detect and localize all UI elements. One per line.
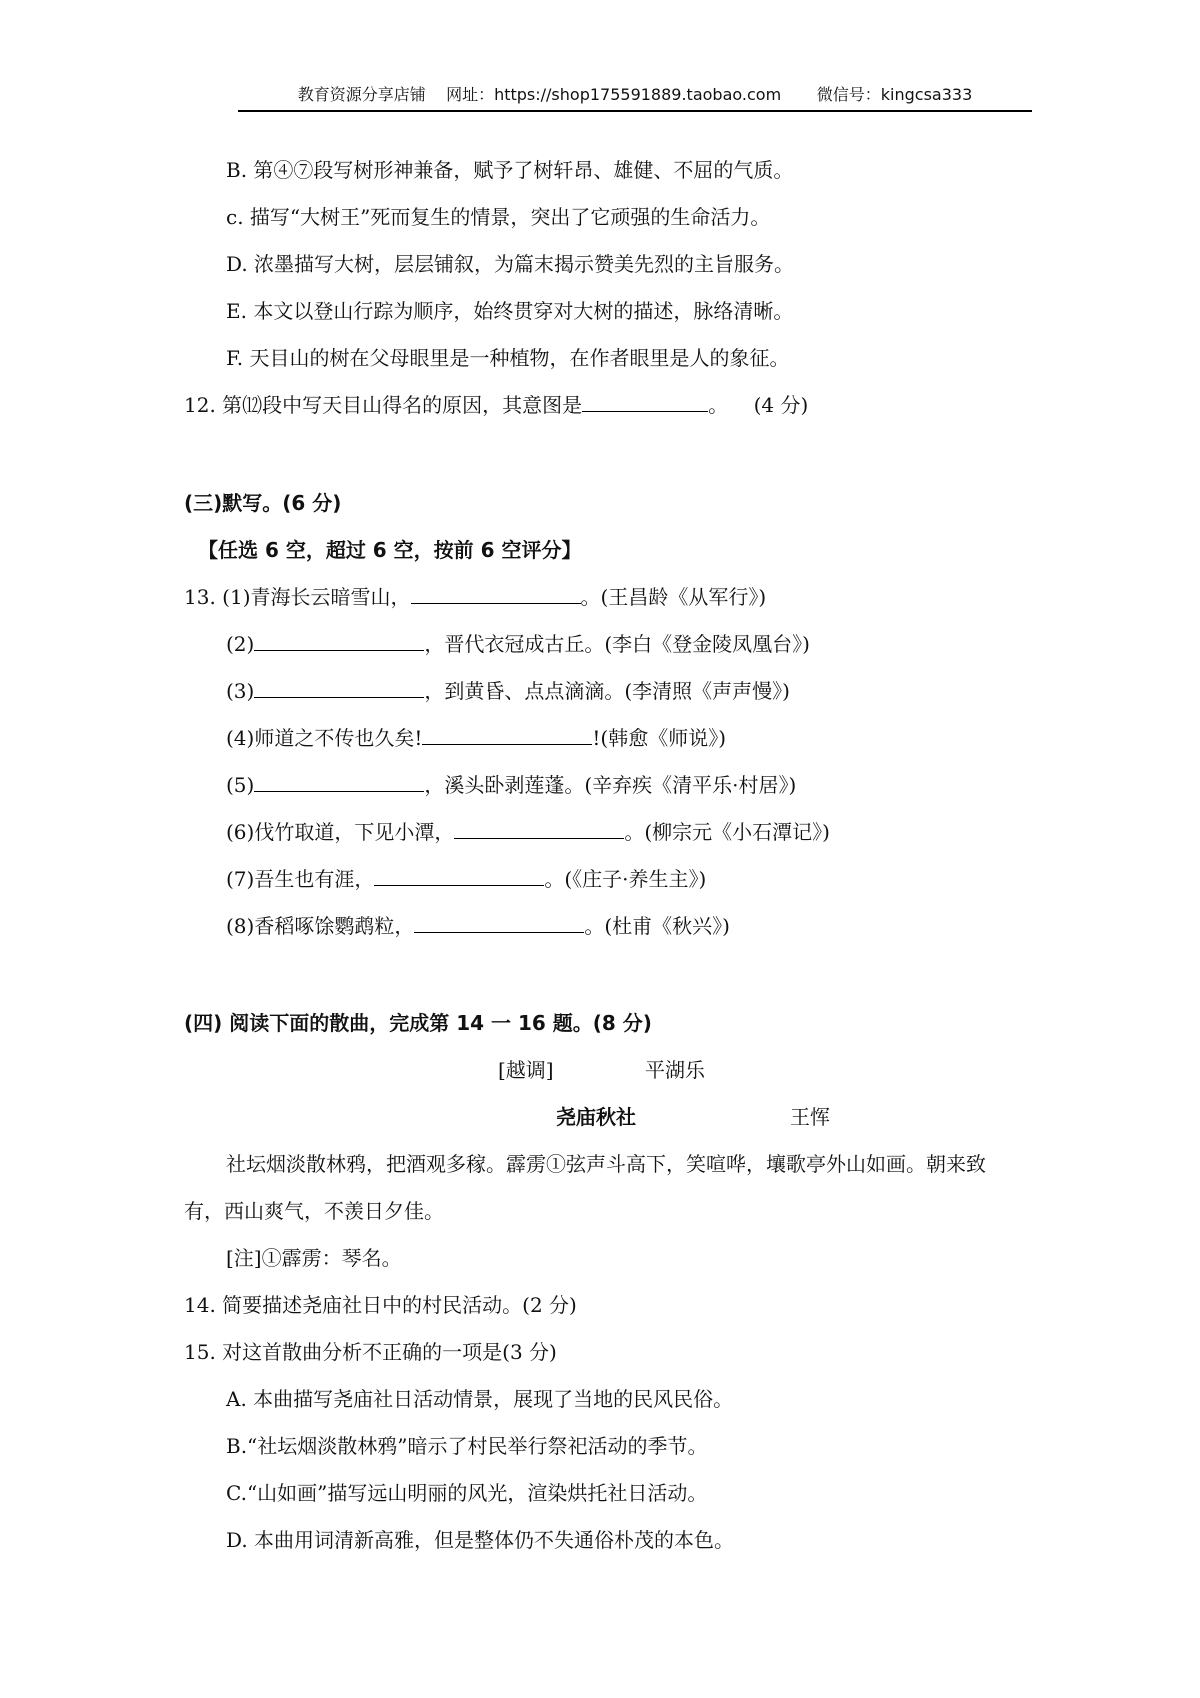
q13-8-post: 。(杜甫《秋兴》) xyxy=(584,914,730,938)
option-f: F. 天目山的树在父母眼里是一种植物，在作者眼里是人的象征。 xyxy=(226,346,790,370)
page-header xyxy=(238,80,1032,112)
section3-note: 【任选 6 空，超过 6 空，按前 6 空评分】 xyxy=(198,538,582,562)
q15-option-a: A. 本曲描写尧庙社日活动情景，展现了当地的民风民俗。 xyxy=(226,1387,734,1411)
q12-score: (4 分) xyxy=(753,393,809,417)
header-url[interactable]: 网址：https://shop175591889.taobao.com xyxy=(446,85,782,104)
q12-blank[interactable] xyxy=(582,393,708,412)
q13-3-post: ，到黄昏、点点滴滴。(李清照《声声慢》) xyxy=(424,679,790,703)
q13-4-pre: (4)师道之不传也久矣! xyxy=(226,726,423,750)
q13-item-7 xyxy=(226,866,706,892)
option-d: D. 浓墨描写大树，层层铺叙，为篇末揭示赞美先烈的主旨服务。 xyxy=(226,252,795,276)
q13-3-blank[interactable] xyxy=(254,679,424,698)
section3-title: (三)默写。(6 分) xyxy=(184,491,342,515)
q12-text: 12. 第⑿段中写天目山得名的原因，其意图是 xyxy=(184,393,583,417)
poem-annotation: [注]①霹雳：琴名。 xyxy=(226,1246,402,1270)
q13-item-6 xyxy=(226,819,830,845)
q13-1-pre: (1)青海长云暗雪山， xyxy=(222,585,411,609)
q13-6-pre: (6)伐竹取道，下见小潭， xyxy=(226,820,455,844)
q15-option-c: C.“山如画”描写远山明丽的风光，渲染烘托社日活动。 xyxy=(226,1481,708,1505)
poem-text-line-1: 社坛烟淡散林鸦，把酒观多稼。霹雳①弦声斗高下，笑喧哗，壤歌亭外山如画。朝来致 xyxy=(226,1152,986,1176)
q13-1-blank[interactable] xyxy=(411,585,581,604)
q13-item-2 xyxy=(226,631,810,657)
q13-6-blank[interactable] xyxy=(454,820,624,839)
q13-7-post: 。(《庄子·养生主》) xyxy=(544,867,707,891)
q13-4-blank[interactable] xyxy=(422,726,592,745)
q13-item-1 xyxy=(184,584,766,610)
question-12 xyxy=(184,392,808,418)
q13-item-3 xyxy=(226,678,790,704)
q13-7-blank[interactable] xyxy=(374,867,544,886)
question-14: 14. 简要描述尧庙社日中的村民活动。(2 分) xyxy=(184,1293,577,1317)
poem-text-line-2: 有，西山爽气，不羡日夕佳。 xyxy=(184,1199,444,1223)
q13-5-blank[interactable] xyxy=(254,773,424,792)
q13-7-pre: (7)吾生也有涯， xyxy=(226,867,375,891)
poem-tune: [越调] xyxy=(498,1058,554,1082)
poem-author: 王恽 xyxy=(790,1105,830,1129)
q13-item-4 xyxy=(226,725,726,751)
q13-item-8 xyxy=(226,913,730,939)
q15-option-b: B.“社坛烟淡散林鸦”暗示了村民举行祭祀活动的季节。 xyxy=(226,1434,708,1458)
option-e: E. 本文以登山行踪为顺序，始终贯穿对大树的描述，脉络清晰。 xyxy=(226,299,794,323)
q13-2-pre: (2) xyxy=(226,632,255,656)
q13-3-pre: (3) xyxy=(226,679,255,703)
q15-option-d: D. 本曲用词清新高雅，但是整体仍不失通俗朴茂的本色。 xyxy=(226,1528,735,1552)
option-b: B. 第④⑦段写树形神兼备，赋予了树轩昂、雄健、不屈的气质。 xyxy=(226,158,794,182)
header-wechat: 微信号：kingcsa333 xyxy=(816,85,973,104)
q13-5-post: ，溪头卧剥莲蓬。(辛弃疾《清平乐·村居》) xyxy=(424,773,797,797)
q12-end: 。 xyxy=(708,393,729,417)
option-c: c. 描写“大树王”死而复生的情景，突出了它顽强的生命活力。 xyxy=(226,205,771,229)
q13-8-blank[interactable] xyxy=(414,914,584,933)
q13-5-pre: (5) xyxy=(226,773,255,797)
question-15: 15. 对这首散曲分析不正确的一项是(3 分) xyxy=(184,1340,557,1364)
q13-2-post: ，晋代衣冠成古丘。(李白《登金陵凤凰台》) xyxy=(424,632,810,656)
section4-title: (四) 阅读下面的散曲，完成第 14 一 16 题。(8 分) xyxy=(184,1011,652,1035)
q13-2-blank[interactable] xyxy=(254,632,424,651)
q13-item-5 xyxy=(226,772,796,798)
q13-8-pre: (8)香稻啄馀鹦鹉粒， xyxy=(226,914,415,938)
header-shop: 教育资源分享店铺 xyxy=(297,85,426,104)
poem-title: 尧庙秋社 xyxy=(556,1105,636,1129)
q13-number: 13. xyxy=(184,585,216,609)
q13-4-post: !(韩愈《师说》) xyxy=(592,726,727,750)
q13-6-post: 。(柳宗元《小石潭记》) xyxy=(624,820,830,844)
poem-tune-name: 平湖乐 xyxy=(645,1058,705,1082)
q13-1-post: 。(王昌龄《从军行》) xyxy=(580,585,767,609)
